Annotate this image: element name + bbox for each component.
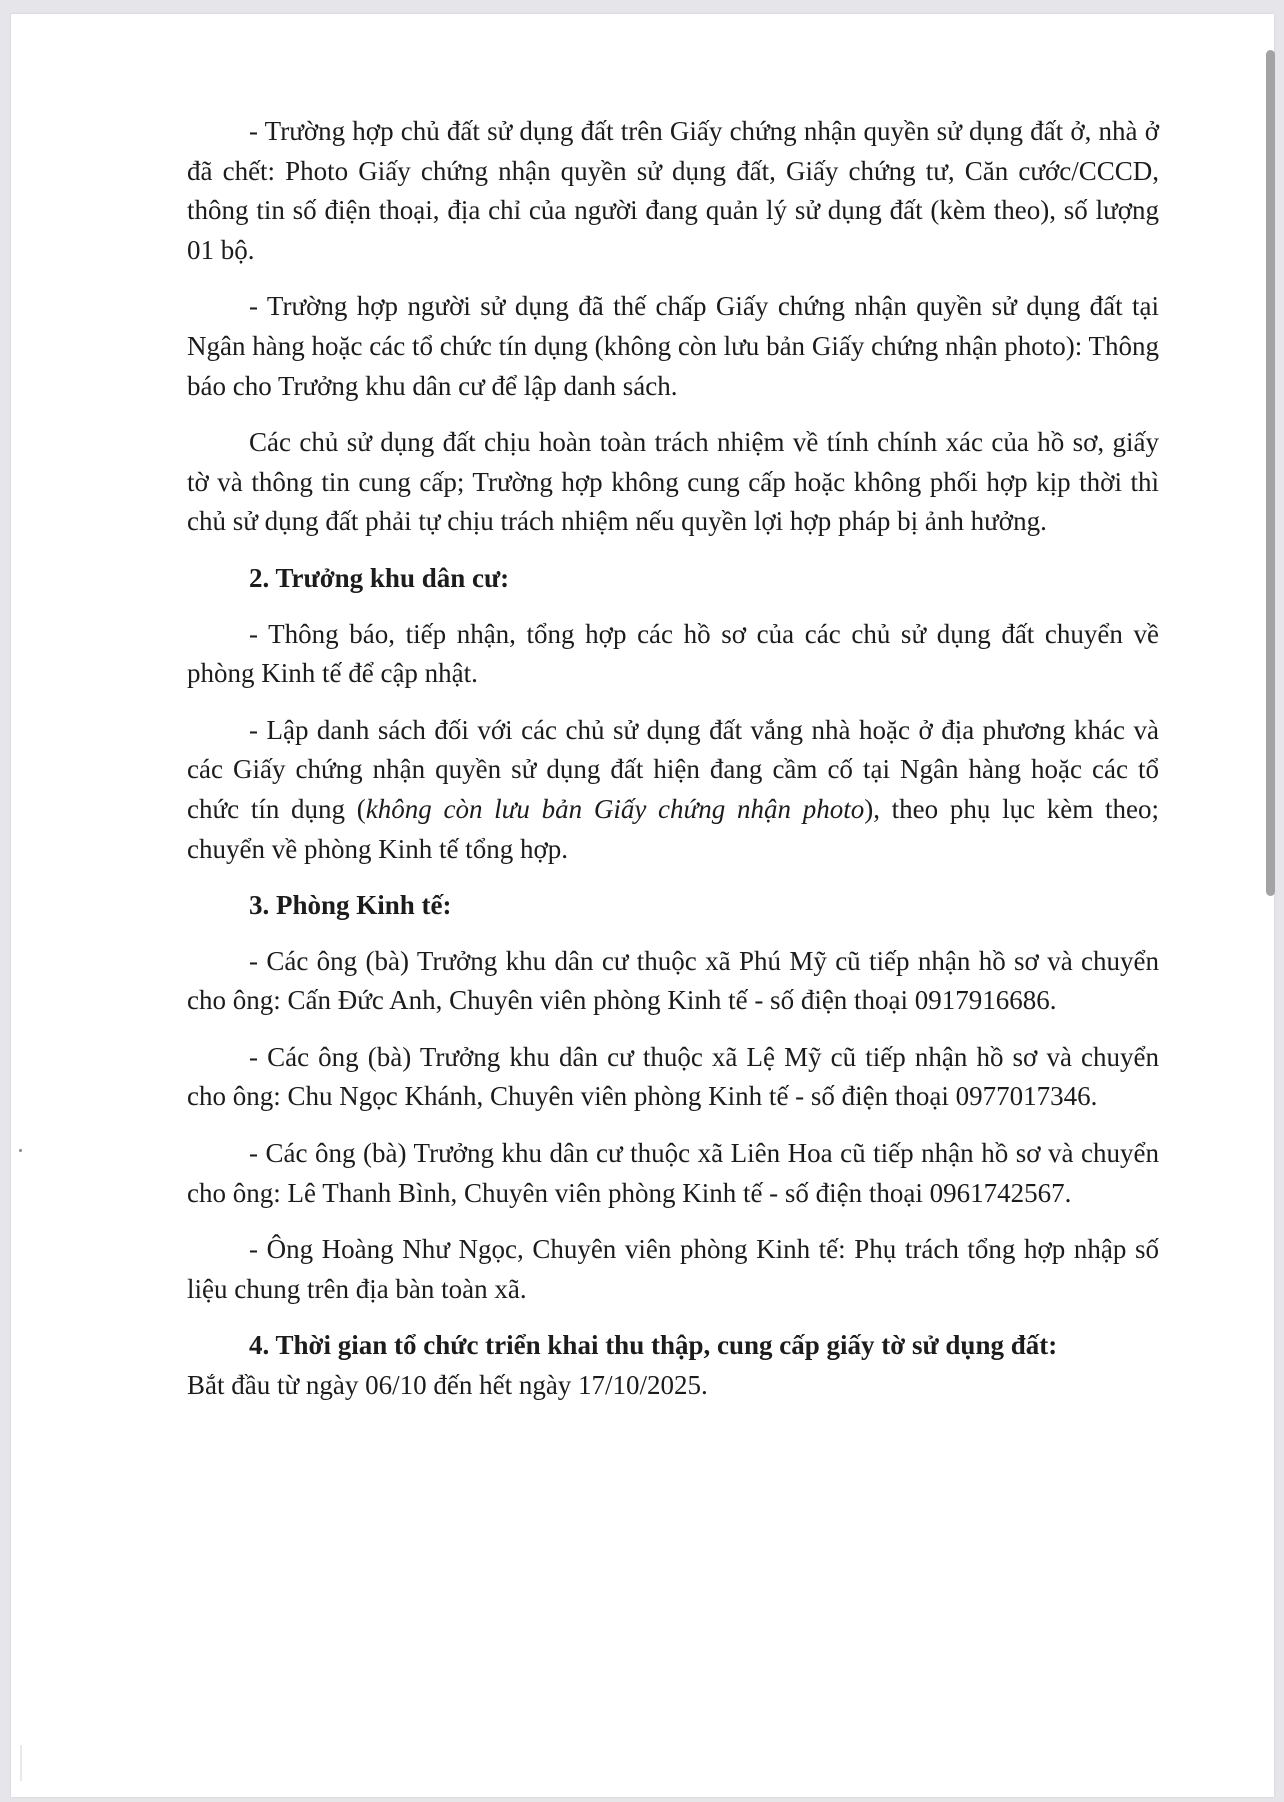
section-3-item-summary: - Ông Hoàng Như Ngọc, Chuyên viên phòng Kinh tế: Phụ trách tổng hợp nhập số liệu chung trên địa bàn toàn xã. [187,1234,1159,1304]
paragraph-mortgaged-certificate: - Trường hợp người sử dụng đã thế chấp Giấy chứng nhận quyền sử dụng đất tại Ngân hàng hoặc các tổ chức tín dụng (không còn lưu bản Giấy chứng nhận photo): Thông báo cho Trưởng khu dân cư để lập danh sách. [187,291,1159,401]
section-4-text: Bắt đầu từ ngày 06/10 đến hết ngày 17/10/2025. [187,1370,708,1401]
section-2-item-2-text-b: ), theo phụ lục kèm theo; chuyển về phòng Kinh tế tổng hợp. [187,793,1159,864]
section-2-item-2-italic: không còn lưu bản Giấy chứng nhận photo [365,793,865,824]
section-3-item-le-my: - Các ông (bà) Trưởng khu dân cư thuộc xã Lệ Mỹ cũ tiếp nhận hồ sơ và chuyển cho ông: Chu Ngọc Khánh, Chuyên viên phòng Kinh tế - số điện thoại 0977017346. [187,1041,1159,1112]
document-content [187,112,1159,1406]
section-2-item-1: - Thông báo, tiếp nhận, tổng hợp các hồ sơ của các chủ sử dụng đất chuyển về phòng Kinh tế để cập nhật. [187,618,1159,689]
scan-speck [19,1149,22,1152]
section-3-item-lien-hoa: - Các ông (bà) Trưởng khu dân cư thuộc xã Liên Hoa cũ tiếp nhận hồ sơ và chuyển cho ông: Lê Thanh Bình, Chuyên viên phòng Kinh tế - số điện thoại 0961742567. [187,1138,1159,1208]
section-2-item-2 [187,711,1159,869]
paragraph-deceased-owner: - Trường hợp chủ đất sử dụng đất trên Giấy chứng nhận quyền sử dụng đất ở, nhà ở đã chết: Photo Giấy chứng nhận quyền sử dụng đất, Giấy chứng tư, Căn cước/CCCD, thông tin số điện thoại, địa chỉ của người đang quản lý sử dụng đất (kèm theo), số lượng 01 bộ. [187,116,1159,265]
section-2-heading: 2. Trưởng khu dân cư: [249,562,510,593]
edge-mark [20,1745,22,1781]
section-3-item-phu-my: - Các ông (bà) Trưởng khu dân cư thuộc xã Phú Mỹ cũ tiếp nhận hồ sơ và chuyển cho ông: Cấn Đức Anh, Chuyên viên phòng Kinh tế - số điện thoại 0917916686. [187,945,1159,1016]
vertical-scrollbar[interactable] [1266,50,1275,896]
section-3-heading: 3. Phòng Kinh tế: [249,890,452,921]
section-4-heading: 4. Thời gian tổ chức triển khai thu thập, cung cấp giấy tờ sử dụng đất: [249,1330,1058,1361]
paragraph-responsibility: Các chủ sử dụng đất chịu hoàn toàn trách nhiệm về tính chính xác của hồ sơ, giấy tờ và thông tin cung cấp; Trường hợp không cung cấp hoặc không phối hợp kịp thời thì chủ sử dụng đất phải tự chịu trách nhiệm nếu quyền lợi hợp pháp bị ảnh hưởng. [187,427,1159,537]
section-2-item-2-text-a: - Lập danh sách đối với các chủ sử dụng đất vắng nhà hoặc ở địa phương khác và các Giấy chứng nhận quyền sử dụng đất hiện đang cầm cố tại Ngân hàng hoặc các tổ chức tín dụng ( [187,714,1159,824]
